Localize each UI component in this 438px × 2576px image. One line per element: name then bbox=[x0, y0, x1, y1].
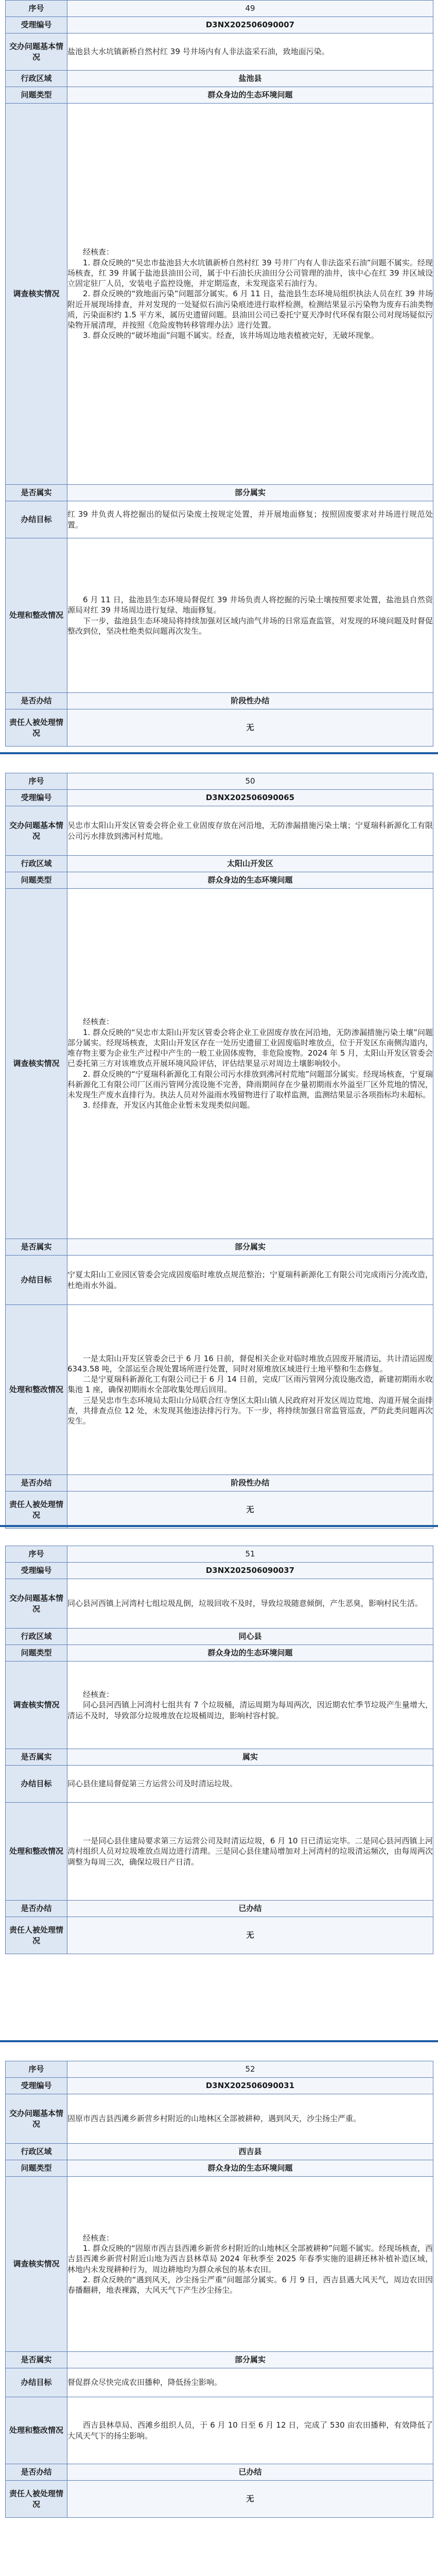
goal-value: 同心县住建局督促第三方运营公司及时清运垃圾。 bbox=[67, 1766, 433, 1803]
case-no-label: 受理编号 bbox=[6, 17, 67, 33]
responsible-label: 责任人被处理情况 bbox=[6, 1917, 67, 1954]
done-value: 已办结 bbox=[67, 2464, 433, 2481]
type-value: 群众身边的生态环境问题 bbox=[67, 87, 433, 104]
case-no-value: D3NX202506090031 bbox=[67, 2078, 433, 2094]
verified-label: 是否属实 bbox=[6, 1239, 67, 1256]
handling-paragraph: 6 月 11 日，盐池县生态环境局督促红 39 井场负责人将挖掘的污染土壤按照要求处置，盐池县自然资源局对红 39 井场周边进行复绿、地面修复。 bbox=[67, 595, 433, 615]
done-value: 阶段性办结 bbox=[67, 1475, 433, 1492]
investigation-label: 调查核实情况 bbox=[6, 889, 67, 1239]
handling-paragraph: 下一步，盐池县生态环境局将持续加强对区域内油气井场的日常巡查监管，对发现的环境问题及时督促整改到位，坚决杜绝类似问题再次发生。 bbox=[67, 616, 433, 636]
goal-value: 红 39 井负责人将挖掘出的疑似污染废土按规定处置，并开展地面修复；按照固废要求对井场进行规范处置。 bbox=[67, 501, 433, 538]
handling-label: 处理和整改情况 bbox=[6, 2397, 67, 2464]
goal-value: 宁夏太阳山工业园区管委会完成固废临时堆放点规范整治；宁夏瑞科新源化工有限公司完成雨污分流改造，杜绝雨水外溢。 bbox=[67, 1256, 433, 1305]
complaint-value: 盐池县大水坑镇新桥自然村红 39 号井场内有人非法盗采石油，致地面污染。 bbox=[67, 33, 433, 71]
record-49 bbox=[0, 0, 438, 752]
investigation-value bbox=[67, 889, 433, 1239]
investigation-paragraph: 3. 经排查，开发区内其他企业暂未发现类似问题。 bbox=[83, 1100, 255, 1110]
type-value: 群众身边的生态环境问题 bbox=[67, 872, 433, 889]
done-label: 是否办结 bbox=[6, 1475, 67, 1492]
case-no-value: D3NX202506090007 bbox=[67, 17, 433, 33]
type-label: 问题类型 bbox=[6, 87, 67, 104]
verified-value: 属实 bbox=[67, 1749, 433, 1766]
handling-value bbox=[67, 1803, 433, 1901]
case-no-value: D3NX202506090065 bbox=[67, 790, 433, 806]
done-value: 已办结 bbox=[67, 1901, 433, 1917]
handling-paragraph: 二是宁夏瑞科新源化工有限公司已于 6 月 14 日前，完成厂区雨污管网分流设施改造，新建初期雨水收集池 1 座，确保初期雨水全部收集处理后回用。 bbox=[67, 1375, 433, 1395]
type-label: 问题类型 bbox=[6, 2160, 67, 2177]
serial-label: 序号 bbox=[6, 2061, 67, 2078]
investigation-label: 调查核实情况 bbox=[6, 2177, 67, 2352]
type-value: 群众身边的生态环境问题 bbox=[67, 1645, 433, 1662]
verified-label: 是否属实 bbox=[6, 485, 67, 501]
investigation-paragraph: 2. 群众反映的“遇到风天，沙尘扬尘严重”问题部分属实。6 月 9 日，西吉县遇大风天气，周边农田因春播翻耕，地表裸露，大风天气下产生沙尘扬尘。 bbox=[67, 2275, 433, 2295]
handling-label: 处理和整改情况 bbox=[6, 1803, 67, 1901]
handling-paragraph: 三是吴忠市生态环境局太阳山分局联合红寺堡区太阳山镇人民政府对开发区周边荒地、沟道开展全面排查，共排查点位 12 处，未发现其他违法排污行为。下一步，将持续加强日常监管巡查，严防此类问题再次发生。 bbox=[67, 1395, 433, 1426]
handling-value bbox=[67, 1305, 433, 1475]
record-50 bbox=[0, 752, 438, 1525]
case-no-label: 受理编号 bbox=[6, 790, 67, 806]
record-51 bbox=[0, 1525, 438, 2040]
verified-label: 是否属实 bbox=[6, 1749, 67, 1766]
type-label: 问题类型 bbox=[6, 872, 67, 889]
case-no-label: 受理编号 bbox=[6, 2078, 67, 2094]
record-divider bbox=[0, 2040, 438, 2042]
type-label: 问题类型 bbox=[6, 1645, 67, 1662]
done-label: 是否办结 bbox=[6, 1901, 67, 1917]
region-label: 行政区域 bbox=[6, 856, 67, 872]
region-label: 行政区域 bbox=[6, 2144, 67, 2160]
serial-value: 49 bbox=[67, 1, 433, 17]
region-label: 行政区域 bbox=[6, 71, 67, 87]
responsible-value: 无 bbox=[67, 2481, 433, 2518]
goal-label: 办结目标 bbox=[6, 1766, 67, 1803]
complaint-label: 交办问题基本情况 bbox=[6, 2094, 67, 2144]
done-label: 是否办结 bbox=[6, 2464, 67, 2481]
record-52 bbox=[0, 2040, 438, 2576]
serial-value: 50 bbox=[67, 773, 433, 790]
record-divider bbox=[0, 752, 438, 754]
investigation-label: 调查核实情况 bbox=[6, 1662, 67, 1749]
responsible-value: 无 bbox=[67, 1917, 433, 1954]
investigation-paragraph: 1. 群众反映的“吴忠市太阳山开发区管委会将企业工业固废存放在河沿地，无防渗漏措施污染土壤”问题部分属实。经现场核查，太阳山开发区存在一处历史遗留工业固废临时堆放点，位于开发区东南侧沟道内，堆存物主要为企业生产过程中产生的一般工业固体废物，非危险废物。2024 年 5 月，太阳山开发区管委会已委托第三方对该堆放点开展环境风险评估，评估结果显示对周边土壤影响较小。 bbox=[67, 1027, 433, 1069]
serial-value: 51 bbox=[67, 1546, 433, 1563]
investigation-paragraph: 3. 群众反映的“破坏地面”问题不属实。经查，该井场周边地表植被完好，无破坏现象。 bbox=[83, 331, 379, 341]
investigation-value bbox=[67, 1662, 433, 1749]
handling-paragraph: 一是同心县住建局要求第三方运营公司及时清运垃圾，6 月 10 日已清运完毕。二是同心县河西镇上河湾村组织人员对垃圾堆放点周边进行清理。三是同心县住建局增加对上河湾村的垃圾清运频次，由每周两次调整为每周三次，确保垃圾日产日清。 bbox=[67, 1836, 433, 1867]
record-table bbox=[5, 1546, 433, 1954]
responsible-label: 责任人被处理情况 bbox=[6, 2481, 67, 2518]
responsible-label: 责任人被处理情况 bbox=[6, 1492, 67, 1529]
complaint-label: 交办问题基本情况 bbox=[6, 806, 67, 856]
verified-value: 部分属实 bbox=[67, 1239, 433, 1256]
handling-paragraph: 西吉县林草局、西滩乡组织人员，于 6 月 10 日至 6 月 12 日，完成了 530 亩农田播种，有效降低了大风天气下的扬尘影响。 bbox=[67, 2420, 433, 2441]
complaint-value: 同心县河西镇上河湾村七组垃圾乱倒，垃圾回收不及时，导致垃圾随意倾倒，产生恶臭，影响村民生活。 bbox=[67, 1579, 433, 1629]
investigation-paragraph: 同心县河西镇上河湾村七组共有 7 个垃圾桶，清运周期为每周两次，因近期农忙季节垃圾产生量增大，清运不及时，导致部分垃圾堆放在垃圾桶周边，影响村容村貌。 bbox=[67, 1700, 433, 1720]
investigation-label: 调查核实情况 bbox=[6, 104, 67, 485]
investigation-paragraph: 经核查： bbox=[83, 1690, 114, 1700]
region-value: 盐池县 bbox=[67, 71, 433, 87]
region-label: 行政区域 bbox=[6, 1629, 67, 1645]
serial-label: 序号 bbox=[6, 1546, 67, 1563]
goal-label: 办结目标 bbox=[6, 2368, 67, 2397]
responsible-value: 无 bbox=[67, 1492, 433, 1529]
complaint-value: 固原市西吉县西滩乡新营乡村附近的山地林区全部被耕种，遇到风天，沙尘扬尘严重。 bbox=[67, 2094, 433, 2144]
goal-value: 督促群众尽快完成农田播种，降低扬尘影响。 bbox=[67, 2368, 433, 2397]
handling-value bbox=[67, 538, 433, 693]
record-table bbox=[5, 2061, 433, 2518]
investigation-paragraph: 经核查： bbox=[83, 247, 114, 257]
handling-paragraph: 一是太阳山开发区管委会已于 6 月 16 日前，督促相关企业对临时堆放点固废开展清运，共计清运固废 6343.58 吨，全部运至合规处置场所进行处置，同时对原堆放区域进行土地平整和生态修复。 bbox=[67, 1353, 433, 1374]
serial-value: 52 bbox=[67, 2061, 433, 2078]
type-value: 群众身边的生态环境问题 bbox=[67, 2160, 433, 2177]
complaint-label: 交办问题基本情况 bbox=[6, 1579, 67, 1629]
investigation-value bbox=[67, 104, 433, 485]
investigation-paragraph: 2. 群众反映的“宁夏瑞科新源化工有限公司污水排放到沸河村荒地”问题部分属实。经现场核查，宁夏瑞科新源化工有限公司厂区雨污管网分流设施不完善，降雨期间存在少量初期雨水外溢至厂区外荒地的情况，未发现生产废水直排行为。执法人员对外溢雨水残留物进行了取样监测，监测结果显示各项指标均未超标。 bbox=[67, 1069, 433, 1100]
responsible-value: 无 bbox=[67, 709, 433, 747]
verified-value: 部分属实 bbox=[67, 2352, 433, 2368]
record-divider bbox=[0, 1525, 438, 1527]
investigation-paragraph: 经核查： bbox=[83, 2233, 114, 2243]
investigation-value bbox=[67, 2177, 433, 2352]
investigation-paragraph: 经核查： bbox=[83, 1017, 114, 1027]
region-value: 同心县 bbox=[67, 1629, 433, 1645]
investigation-paragraph: 1. 群众反映的“固原市西吉县西滩乡新营乡村附近的山地林区全部被耕种”问题不属实。经现场核查，西吉县西滩乡新营村附近山地为西吉县林草局 2024 年秋季至 2025 年春季实施的退耕还林补植补造区域，林地内未发现耕种行为，周边耕地均为群众承包的基本农田。 bbox=[67, 2244, 433, 2274]
serial-label: 序号 bbox=[6, 1, 67, 17]
verified-label: 是否属实 bbox=[6, 2352, 67, 2368]
case-no-value: D3NX202506090037 bbox=[67, 1563, 433, 1579]
region-value: 太阳山开发区 bbox=[67, 856, 433, 872]
investigation-paragraph: 2. 群众反映的“致地面污染”问题部分属实。6 月 11 日，盐池县生态环境局组织执法人员在红 39 井场附近开展现场排查，并对发现的一处疑似石油污染痕迹进行取样检测，检测结果显示污染物为废弃石油类物质，污染面积约 1.5 平方米，属历史遗留问题。县油田公司已委托宁夏天净时代环保有限公司对现场疑似污染物开展清理，并按照《危险废物转移管理办法》进行处置。 bbox=[67, 289, 433, 330]
handling-value bbox=[67, 2397, 433, 2464]
handling-label: 处理和整改情况 bbox=[6, 538, 67, 693]
record-table bbox=[5, 0, 433, 747]
goal-label: 办结目标 bbox=[6, 501, 67, 538]
region-value: 西吉县 bbox=[67, 2144, 433, 2160]
investigation-paragraph: 1. 群众反映的“吴忠市盐池县大水坑镇新桥自然村红 39 号井厂内有人非法盗采石油”问题不属实。经现场核查，红 39 井属于盐池县油田公司，属于中石油长庆油田分公司管理的油井，该中心在红 39 井区域设立固定驻厂人员，安装电子监控设施，并定期巡查，未发现盗采石油行为。 bbox=[67, 258, 433, 289]
verified-value: 部分属实 bbox=[67, 485, 433, 501]
serial-label: 序号 bbox=[6, 773, 67, 790]
done-label: 是否办结 bbox=[6, 693, 67, 709]
complaint-label: 交办问题基本情况 bbox=[6, 33, 67, 71]
handling-label: 处理和整改情况 bbox=[6, 1305, 67, 1475]
complaint-value: 吴忠市太阳山开发区管委会将企业工业固废存放在河沿地，无防渗漏措施污染土壤；宁夏瑞科新源化工有限公司污水排放到沸河村荒地。 bbox=[67, 806, 433, 856]
case-no-label: 受理编号 bbox=[6, 1563, 67, 1579]
done-value: 阶段性办结 bbox=[67, 693, 433, 709]
record-table bbox=[5, 773, 433, 1529]
goal-label: 办结目标 bbox=[6, 1256, 67, 1305]
responsible-label: 责任人被处理情况 bbox=[6, 709, 67, 747]
